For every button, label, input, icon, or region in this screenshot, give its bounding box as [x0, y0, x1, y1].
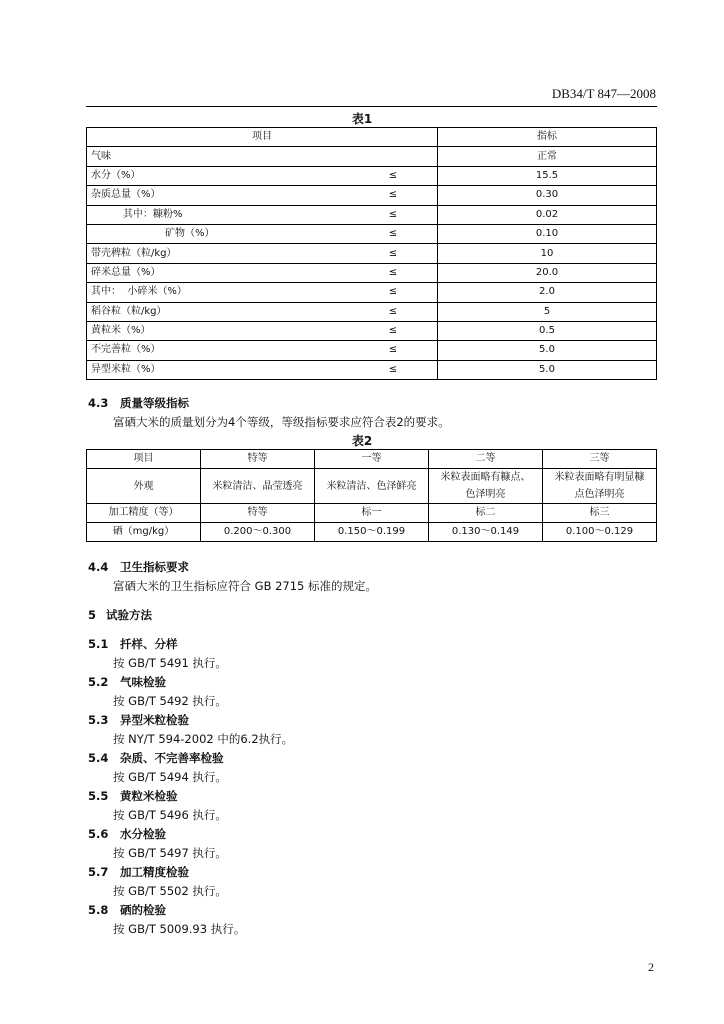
- section-4-4-heading: [88, 559, 189, 575]
- row-item: 其中： 小碎米（%）: [87, 283, 350, 302]
- section-title: 硒的检验: [120, 903, 166, 917]
- section-4-3-text: 富硒大米的质量划分为4个等级，等级指标要求应符合表2的要求。: [113, 415, 450, 429]
- section-number: 5.4: [88, 751, 109, 765]
- row-item: 带壳稗粒（粒/kg）: [87, 244, 350, 263]
- row-operator: ≤: [349, 205, 438, 224]
- section-title: 卫生指标要求: [120, 560, 189, 574]
- row-operator: ≤: [349, 244, 438, 263]
- table2-caption: 表2: [351, 434, 373, 448]
- row-item: 杂质总量（%）: [87, 186, 350, 205]
- cell-line: 米粒表面略有糠点、: [440, 472, 531, 483]
- row-operator: ≤: [349, 186, 438, 205]
- header-rule: [86, 106, 657, 107]
- table1-col-item: 项目: [87, 128, 438, 147]
- row-operator: ≤: [349, 166, 438, 185]
- row-value: 5.0: [438, 341, 657, 360]
- table-cell: 0.130～0.149: [429, 523, 543, 542]
- cell-line: 点色泽明亮: [574, 489, 625, 500]
- section-title: 试验方法: [106, 608, 152, 622]
- subsection-text: 按 GB/T 5502 执行。: [113, 884, 227, 898]
- table-cell: [201, 469, 315, 504]
- section-number: 5.7: [88, 865, 109, 879]
- row-item: 气味: [87, 147, 350, 166]
- section-4-4-text: 富硒大米的卫生指标应符合 GB 2715 标准的规定。: [113, 579, 378, 593]
- table1-header-row: [87, 128, 657, 147]
- section-title: 加工精度检验: [120, 865, 189, 879]
- section-number: 5.2: [88, 675, 109, 689]
- row-label: 外观: [87, 469, 201, 504]
- section-title: 黄粒米检验: [120, 789, 178, 803]
- section-title: 气味检验: [120, 675, 166, 689]
- section-number: 5.8: [88, 903, 109, 917]
- table2: [86, 449, 657, 542]
- section-title: 异型米粒检验: [120, 713, 189, 727]
- row-item: 黄粒米（%）: [87, 321, 350, 340]
- row-value: 5.0: [438, 360, 657, 379]
- table2-header-cell: 三等: [543, 450, 657, 469]
- table-row: [87, 205, 657, 224]
- document-code: DB34/T 847—2008: [551, 86, 656, 101]
- subsection-heading: [88, 674, 166, 690]
- table-cell: 0.150～0.199: [315, 523, 429, 542]
- row-item: 矿物（%）: [87, 224, 350, 243]
- section-number: 5.1: [88, 637, 109, 651]
- section-title: 水分检验: [120, 827, 166, 841]
- section-title: 质量等级指标: [120, 396, 189, 410]
- table-cell: [315, 469, 429, 504]
- section-5-heading: [88, 607, 152, 623]
- table-cell: [543, 469, 657, 504]
- row-operator: ≤: [349, 302, 438, 321]
- subsection-heading: [88, 902, 166, 918]
- table-cell: 标一: [315, 504, 429, 523]
- row-item: 稻谷粒（粒/kg）: [87, 302, 350, 321]
- section-number: 4.4: [88, 560, 109, 574]
- row-item: 碎米总量（%）: [87, 263, 350, 282]
- subsection-text: 按 GB/T 5009.93 执行。: [113, 922, 246, 936]
- section-number: 4.3: [88, 396, 109, 410]
- section-title: 扦样、分样: [120, 637, 178, 651]
- row-value: 正常: [438, 147, 657, 166]
- row-operator: ≤: [349, 360, 438, 379]
- table-row: [87, 360, 657, 379]
- table-cell: [429, 469, 543, 504]
- table-cell: 0.100～0.129: [543, 523, 657, 542]
- row-value: 0.02: [438, 205, 657, 224]
- subsection-text: 按 NY/T 594-2002 中的6.2执行。: [113, 732, 294, 746]
- table-row: [87, 321, 657, 340]
- table-row: [87, 224, 657, 243]
- table-cell: 标三: [543, 504, 657, 523]
- table-row: [87, 186, 657, 205]
- table-row: [87, 523, 657, 542]
- subsection-heading: [88, 712, 189, 728]
- row-item: 不完善粒（%）: [87, 341, 350, 360]
- row-value: 0.10: [438, 224, 657, 243]
- subsection-heading: [88, 750, 224, 766]
- subsection-text: 按 GB/T 5497 执行。: [113, 846, 227, 860]
- subsection-text: 按 GB/T 5496 执行。: [113, 808, 227, 822]
- table-row: [87, 302, 657, 321]
- table2-header-cell: 二等: [429, 450, 543, 469]
- row-value: 0.5: [438, 321, 657, 340]
- subsection-text: 按 GB/T 5491 执行。: [113, 656, 227, 670]
- row-label: 加工精度（等）: [87, 504, 201, 523]
- cell-line: 米粒清洁、色泽鲜亮: [326, 480, 417, 492]
- row-operator: ≤: [349, 224, 438, 243]
- table2-header-cell: 特等: [201, 450, 315, 469]
- row-operator: ≤: [349, 341, 438, 360]
- row-value: 2.0: [438, 283, 657, 302]
- section-number: 5.3: [88, 713, 109, 727]
- table1-col-index: 指标: [438, 128, 657, 147]
- table2-header-row: [87, 450, 657, 469]
- table1-caption: 表1: [351, 112, 373, 126]
- cell-line: 米粒表面略有明显糠: [554, 472, 645, 483]
- table-row: [87, 147, 657, 166]
- row-value: 15.5: [438, 166, 657, 185]
- table-row: [87, 469, 657, 504]
- table-row: [87, 283, 657, 302]
- subsection-heading: [88, 826, 166, 842]
- row-item: 异型米粒（%）: [87, 360, 350, 379]
- table2-header-cell: 一等: [315, 450, 429, 469]
- table-row: [87, 244, 657, 263]
- table1: [86, 127, 657, 380]
- subsection-text: 按 GB/T 5494 执行。: [113, 770, 227, 784]
- section-title: 杂质、不完善率检验: [120, 751, 224, 765]
- table-row: [87, 341, 657, 360]
- table-row: [87, 166, 657, 185]
- page-number: 2: [648, 960, 654, 974]
- subsection-heading: [88, 864, 189, 880]
- table2-header-cell: 项目: [87, 450, 201, 469]
- row-value: 5: [438, 302, 657, 321]
- row-item: 水分（%）: [87, 166, 350, 185]
- row-operator: ≤: [349, 263, 438, 282]
- cell-line: 米粒清洁、晶莹透亮: [212, 480, 303, 492]
- subsection-text: 按 GB/T 5492 执行。: [113, 694, 227, 708]
- table-cell: 特等: [201, 504, 315, 523]
- row-operator: [349, 147, 438, 166]
- table-row: [87, 263, 657, 282]
- subsection-heading: [88, 636, 178, 652]
- table-cell: 标二: [429, 504, 543, 523]
- section-number: 5.6: [88, 827, 109, 841]
- row-value: 20.0: [438, 263, 657, 282]
- table-row: [87, 504, 657, 523]
- section-number: 5: [88, 608, 97, 622]
- row-operator: ≤: [349, 283, 438, 302]
- cell-line: 色泽明亮: [465, 489, 506, 500]
- row-value: 0.30: [438, 186, 657, 205]
- table-cell: 0.200～0.300: [201, 523, 315, 542]
- section-number: 5.5: [88, 789, 109, 803]
- subsection-heading: [88, 788, 178, 804]
- row-value: 10: [438, 244, 657, 263]
- row-item: 其中：糠粉%: [87, 205, 350, 224]
- section-4-3-heading: [88, 395, 189, 411]
- row-label: 硒（mg/kg）: [87, 523, 201, 542]
- row-operator: ≤: [349, 321, 438, 340]
